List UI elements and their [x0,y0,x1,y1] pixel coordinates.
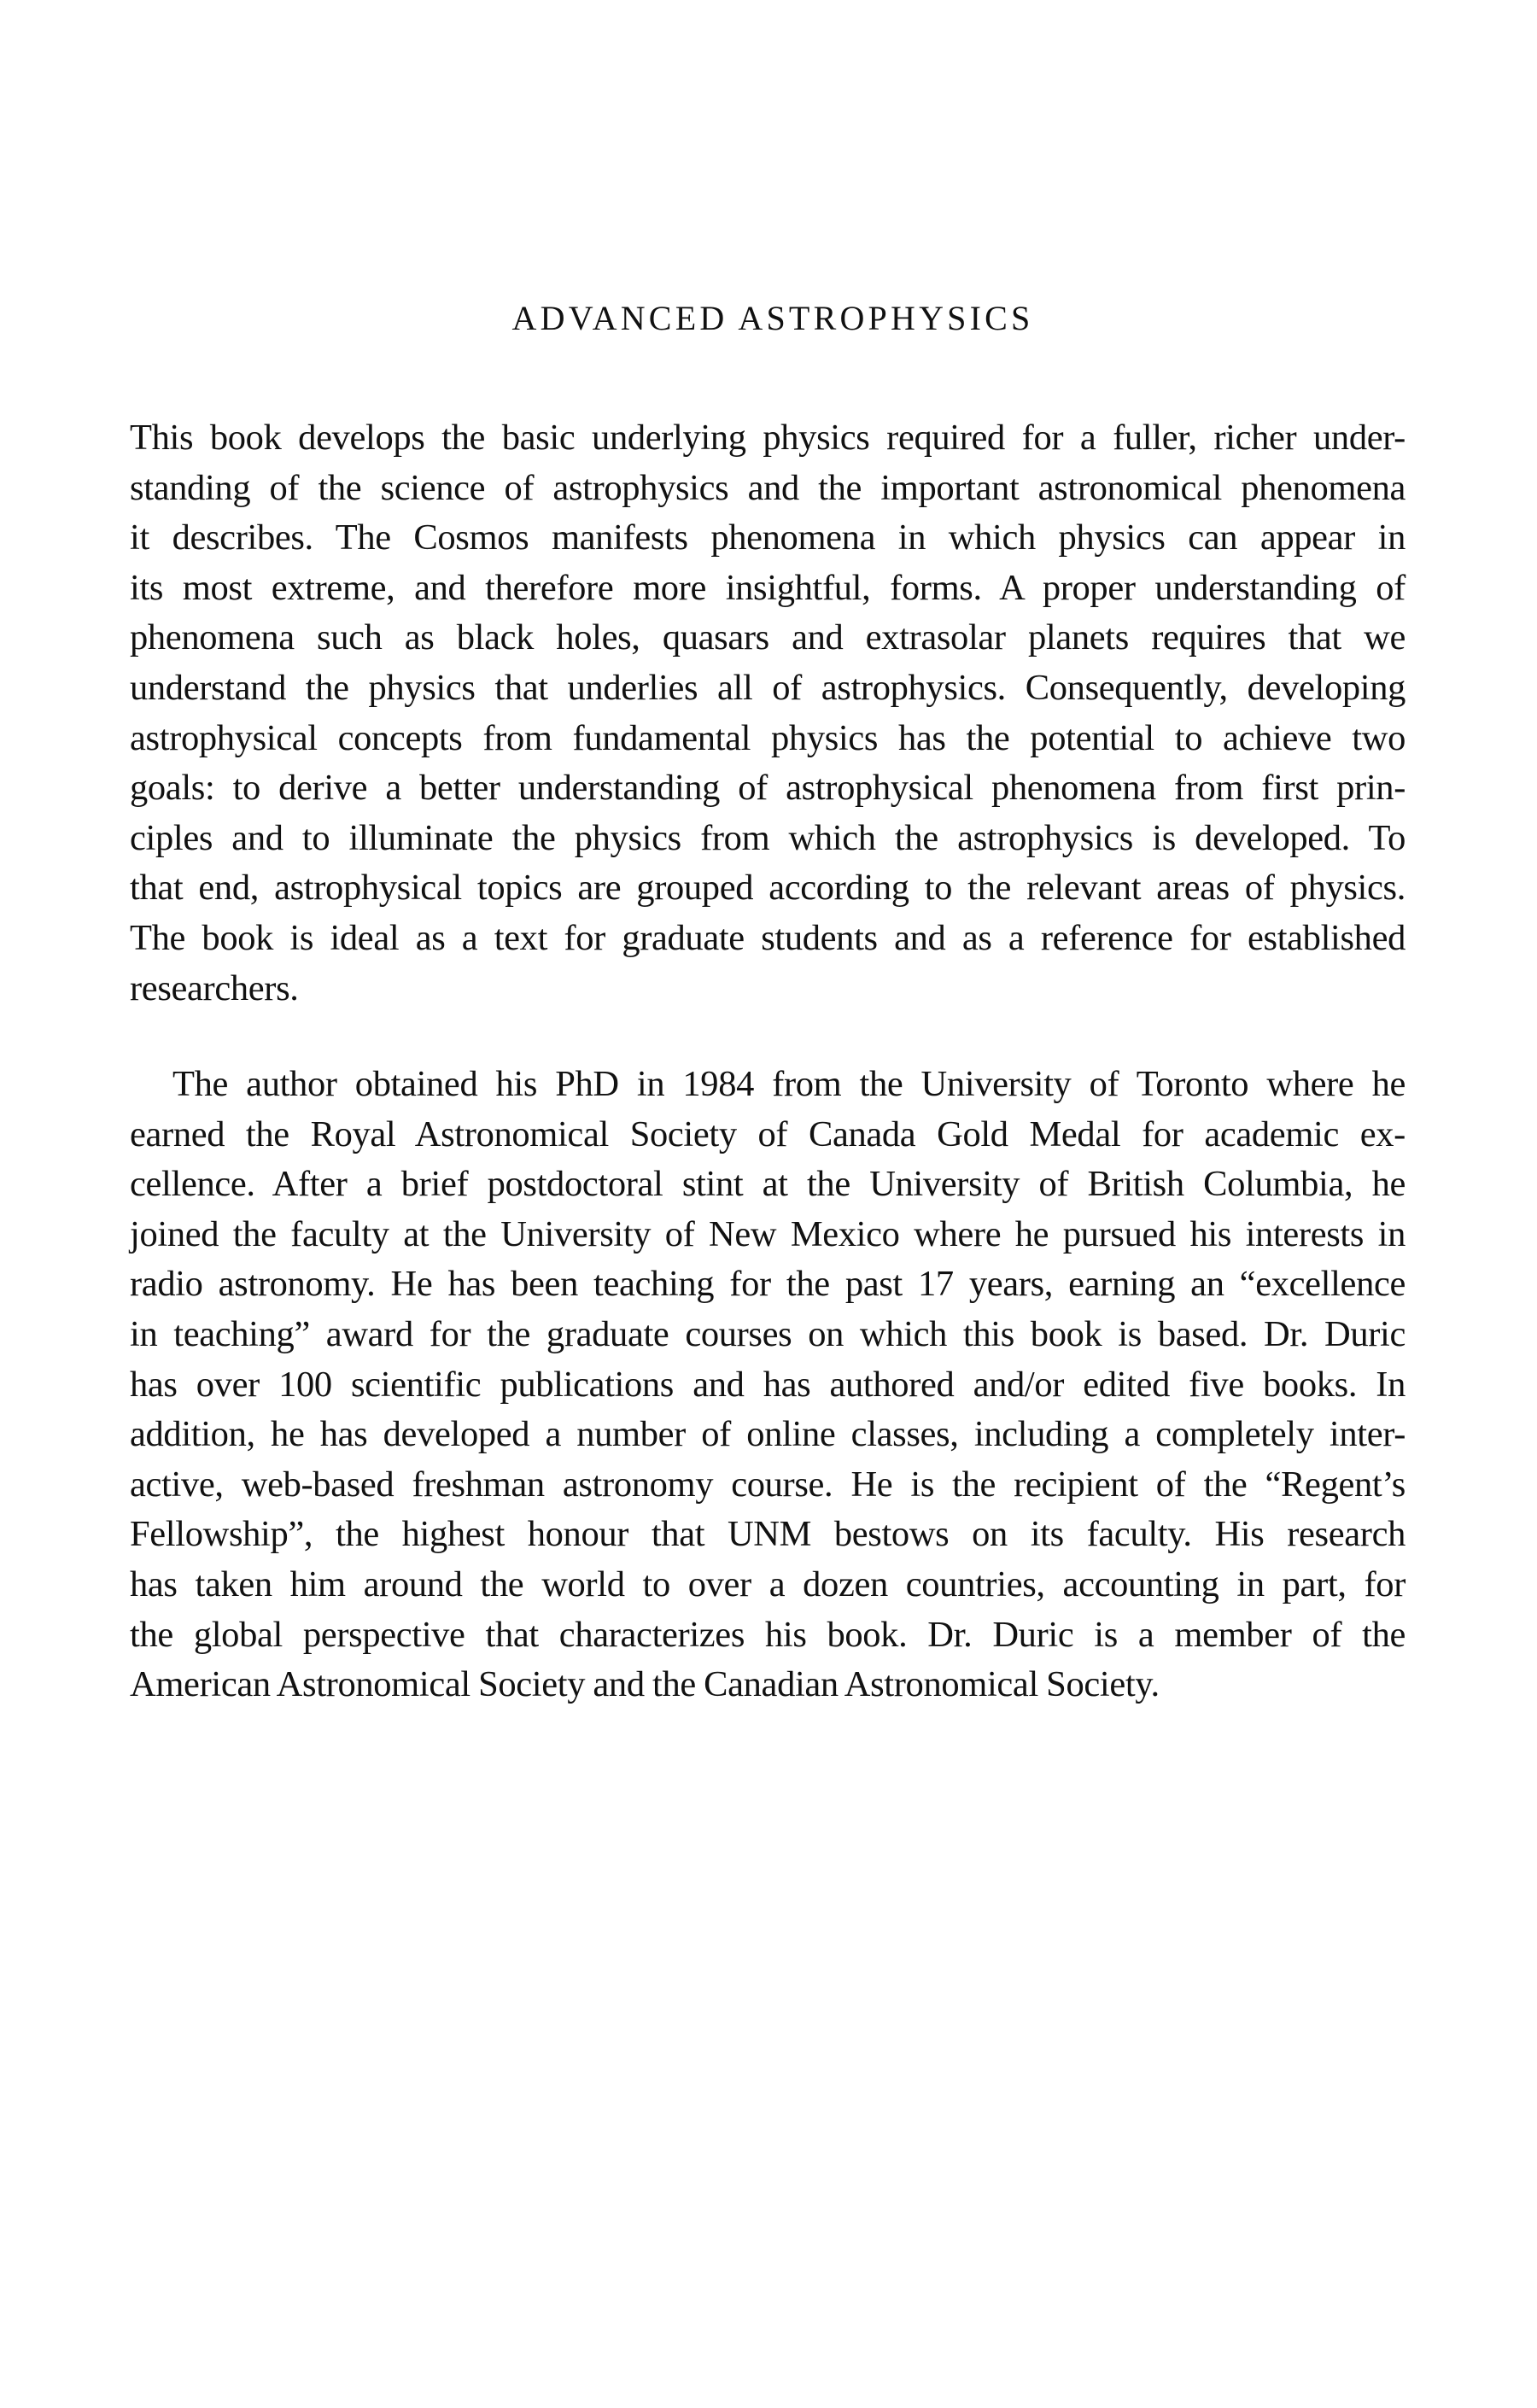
text-line: This book develops the basic underlying physics required for a fuller, richer under- [130,418,1406,458]
text-line: its most extreme, and therefore more insightful, forms. A proper understanding of [130,567,1406,608]
text-line: phenomena such as black holes, quasars and extrasolar planets requires that we [130,617,1406,658]
text-line: goals: to derive a better understanding of astrophysical phenomena from first prin- [130,768,1406,809]
text-line: has taken him around the world to over a dozen countries, accounting in part, for [130,1563,1406,1604]
text-line: addition, he has developed a number of online classes, including a completely inter- [130,1414,1406,1455]
text-line: it describes. The Cosmos manifests phenomena in which physics can appear in [130,517,1406,558]
text-line: American Astronomical Society and the Canadian Astronomical Society. [130,1664,1160,1705]
text-line: joined the faculty at the University of New Mexico where he pursued his interests in [130,1213,1406,1254]
text-line: ciples and to illuminate the physics from which the astrophysics is developed. To [130,817,1406,858]
page-title: ADVANCED ASTROPHYSICS [511,299,1034,337]
book-description-paragraph [130,413,1406,1014]
text-line: radio astronomy. He has been teaching for the past 17 years, earning an “excellence [130,1264,1406,1305]
text-line: understand the physics that underlies all of astrophysics. Consequently, developing [130,667,1406,708]
text-line: has over 100 scientific publications and has authored and/or edited five books. In [130,1364,1406,1405]
text-line: active, web-based freshman astronomy course. He is the recipient of the “Regent’s [130,1464,1406,1505]
text-line: cellence. After a brief postdoctoral stint at the University of British Columbia, he [130,1164,1406,1205]
text-line: standing of the science of astrophysics and the important astronomical phenomena [130,467,1406,508]
author-bio-paragraph [130,1060,1406,1710]
text-line: Fellowship”, the highest honour that UNM bestows on its faculty. His research [130,1514,1406,1555]
text-line: astrophysical concepts from fundamental physics has the potential to achieve two [130,717,1406,758]
text-line: The book is ideal as a text for graduate students and as a reference for established [130,917,1406,958]
text-line: The author obtained his PhD in 1984 from the University of Toronto where he [172,1064,1406,1104]
text-line: the global perspective that characterizes his book. Dr. Duric is a member of the [130,1614,1406,1655]
text-line: researchers. [130,967,299,1008]
text-line: earned the Royal Astronomical Society of Canada Gold Medal for academic ex- [130,1113,1406,1154]
text-line: that end, astrophysical topics are grouped according to the relevant areas of physics. [130,868,1406,909]
text-line: in teaching” award for the graduate courses on which this book is based. Dr. Duric [130,1313,1406,1354]
